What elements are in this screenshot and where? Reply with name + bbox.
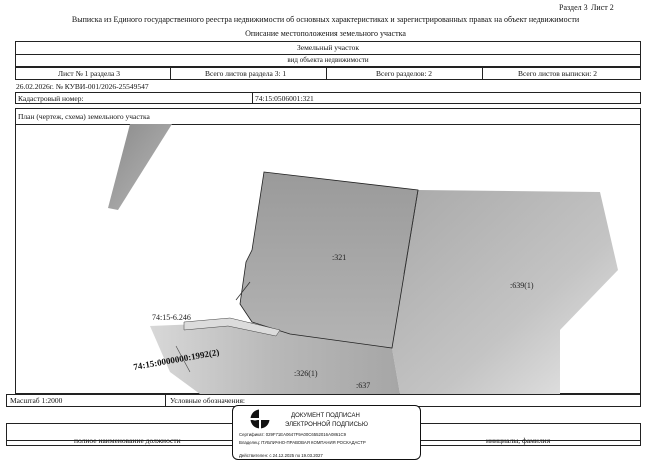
parcel-639 [392, 190, 618, 394]
parcel-321 [240, 172, 418, 348]
scale-label: Масштаб 1:2000 [10, 396, 63, 405]
stamp-valid: Действителен: с 24.12.2025 по 19.03.2027 [239, 453, 323, 458]
parcel-label-main: :321 [332, 253, 347, 262]
cadastral-number: 74:15:0506001:321 [255, 94, 314, 103]
cadastral-row [15, 92, 641, 104]
total-sections: Всего разделов: 2 [376, 69, 433, 78]
emblem-icon [249, 408, 271, 432]
neighbor-parcel-north [108, 124, 172, 210]
parcel-label-south: :326(1) [294, 369, 318, 378]
document-title: Выписка из Единого государственного реестра недвижимости об основных характеристиках и зарегистрированных правах на объект недвижимости [71, 15, 580, 24]
stamp-line2: ЭЛЕКТРОННОЙ ПОДПИСЬЮ [285, 422, 368, 428]
parcel-label-southeast: :637 [356, 381, 371, 390]
legend-label: Условные обозначения: [170, 396, 246, 405]
sheet-number: Лист 2 [591, 3, 614, 12]
plan-drawing [15, 124, 641, 394]
document-number: 26.02.2026г. № КУВИ-001/2026-25549547 [16, 82, 149, 91]
name-caption: инициалы, фамилия [486, 436, 551, 445]
position-caption: полное наименование должности [74, 436, 181, 445]
signature-stamp [232, 405, 421, 460]
parcel-label-east: :639(1) [510, 281, 534, 290]
total-sheets-section: Всего листов раздела 3: 1 [205, 69, 287, 78]
stamp-certificate: Сертификат: 029F71ЕА0647F9А00С6552016А0861С9 [239, 432, 346, 437]
section-number: Раздел 3 [559, 3, 588, 12]
stamp-line1: ДОКУМЕНТ ПОДПИСАН [291, 413, 360, 419]
plan-title: План (чертеж, схема) земельного участка [18, 112, 150, 121]
quarter-label: 74:15-6.246 [152, 313, 191, 322]
district-label: 74:15:0000000:1992(2) [132, 347, 221, 372]
object-type-caption: вид объекта недвижимости [287, 56, 369, 64]
object-type: Земельный участок [296, 43, 360, 52]
sheet-no: Лист № 1 раздела 3 [58, 69, 120, 78]
document-subtitle: Описание местоположения земельного участка [245, 29, 406, 38]
total-sheets-extract: Всего листов выписки: 2 [518, 69, 597, 78]
stamp-owner: Владелец: ПУБЛИЧНО-ПРАВОВАЯ КОМПАНИЯ РОСКАДАСТР [239, 440, 366, 445]
cadastral-label: Кадастровый номер: [18, 94, 84, 103]
